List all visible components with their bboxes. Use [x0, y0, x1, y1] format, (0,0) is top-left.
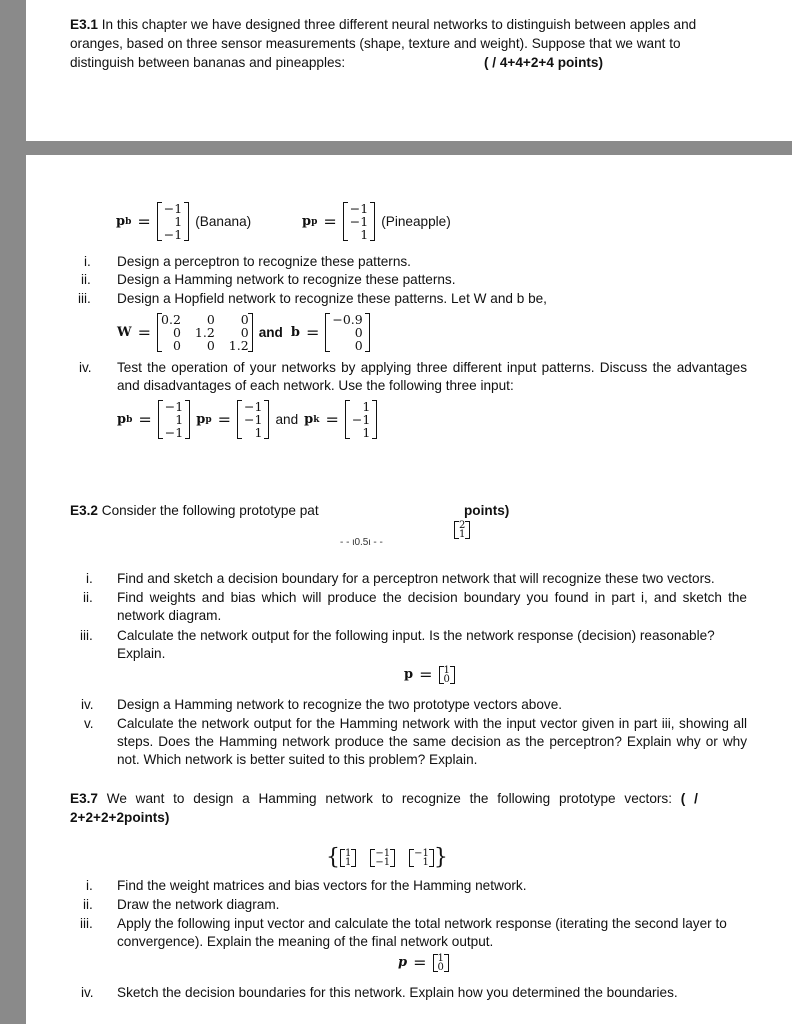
e31-num-i: i. [84, 254, 91, 269]
pineapple-label: (Pineapple) [381, 213, 451, 229]
e37-item-iv: Sketch the decision boundaries for this network. Explain how you determined the boundaries. [117, 985, 678, 1000]
e37-num-i: i. [86, 878, 93, 893]
e32-item-v: Calculate the network output for the Hamming network with the input vector given in part iii, showing all steps. Does the Hamming network produce the same decision as the perceptron? Explain why or why not. Which network is better suited to this problem? Explain. [117, 716, 747, 767]
e32-num-iv: iv. [81, 697, 94, 712]
e32-item-ii: Find weights and bias which will produce the decision boundary you found in part i, and sketch the network diagram. [117, 590, 747, 623]
e32-num-i: i. [86, 571, 93, 586]
and-label: and [258, 325, 283, 340]
e32-partial-vector: 2 1 [454, 521, 470, 539]
e31-num-ii: ii. [81, 272, 91, 287]
e32-intro: E3.2 Consider the following prototype pat [70, 503, 319, 518]
e31-num-iv: iv. [79, 360, 92, 375]
page-top [26, 0, 792, 141]
e31-item-iv: Test the operation of your networks by applying three different input patterns. Discuss the advantages and disadvantages of each network. Use the following three input: [117, 360, 747, 393]
e37-num-iii: iii. [80, 916, 93, 931]
e32-partial-line: - - ι0.5ι - - [340, 537, 383, 548]
pp-vector: −1 −1 1 [343, 202, 375, 241]
e32-p-equation: p = 1 0 [404, 665, 455, 684]
e31-points: ( / 4+4+2+4 points) [484, 55, 603, 70]
e37-prototypes: { 1 1 −1 −1 −1 1 } [326, 845, 448, 870]
test-inputs: p b = −1 1 −1 p p = −1 −1 1 and p k = 1 −1 1 [117, 400, 377, 439]
e37-line1: E3.7 We want to design a Hamming network to recognize the following prototype vectors: ( / [70, 791, 698, 806]
e37-p-equation: p = 1 0 [398, 953, 449, 972]
e32-num-v: v. [84, 716, 94, 731]
e37-points: 2+2+2+2points) [70, 810, 170, 825]
e31-line1: E3.1 In this chapter we have designed three different neural networks to distinguish between apples and [70, 17, 697, 32]
e31-line3: distinguish between bananas and pineapples: [70, 55, 346, 70]
e37-num-iv: iv. [81, 985, 94, 1000]
e37-item-ii: Draw the network diagram. [117, 897, 280, 912]
e31-num-iii: iii. [78, 291, 91, 306]
b-vector: −0.9 0 0 [325, 313, 369, 352]
e32-item-i: Find and sketch a decision boundary for a perceptron network that will recognize these two vectors. [117, 571, 715, 586]
w-b-equation: W = 0.2 0 0 0 1.2 0 0 0 1.2 and b = −0.9 0 0 [117, 313, 370, 352]
w-matrix: 0.2 0 0 0 1.2 0 0 0 1.2 [157, 313, 253, 352]
e37-num-ii: ii. [83, 897, 93, 912]
e32-item-iv: Design a Hamming network to recognize the two prototype vectors above. [117, 697, 563, 712]
e37-item-i: Find the weight matrices and bias vectors for the Hamming network. [117, 878, 527, 893]
page-main [26, 155, 792, 1024]
e37-item-iii: Apply the following input vector and calculate the total network response (iterating the second layer to convergence). Explain the meaning of the final network output. [117, 916, 727, 949]
e31-item-ii: Design a Hamming network to recognize these patterns. [117, 272, 456, 287]
e32-num-ii: ii. [83, 590, 93, 605]
e31-item-i: Design a perceptron to recognize these patterns. [117, 254, 411, 269]
pb-vector: −1 1 −1 [157, 202, 189, 241]
e32-num-iii: iii. [80, 628, 93, 643]
e31-item-iii: Design a Hopfield network to recognize these patterns. Let W and b be, [117, 291, 547, 306]
e31-line2: oranges, based on three sensor measurements (shape, texture and weight). Suppose that we want to [70, 36, 681, 51]
pb-equation: p b = −1 1 −1 (Banana) [116, 201, 252, 242]
pp-equation: p p = −1 −1 1 (Pineapple) [302, 201, 451, 242]
e32-item-iii: Calculate the network output for the following input. Is the network response (decision) reasonable? Explain. [117, 628, 715, 661]
e32-points: points) [464, 503, 510, 518]
banana-label: (Banana) [195, 213, 252, 229]
